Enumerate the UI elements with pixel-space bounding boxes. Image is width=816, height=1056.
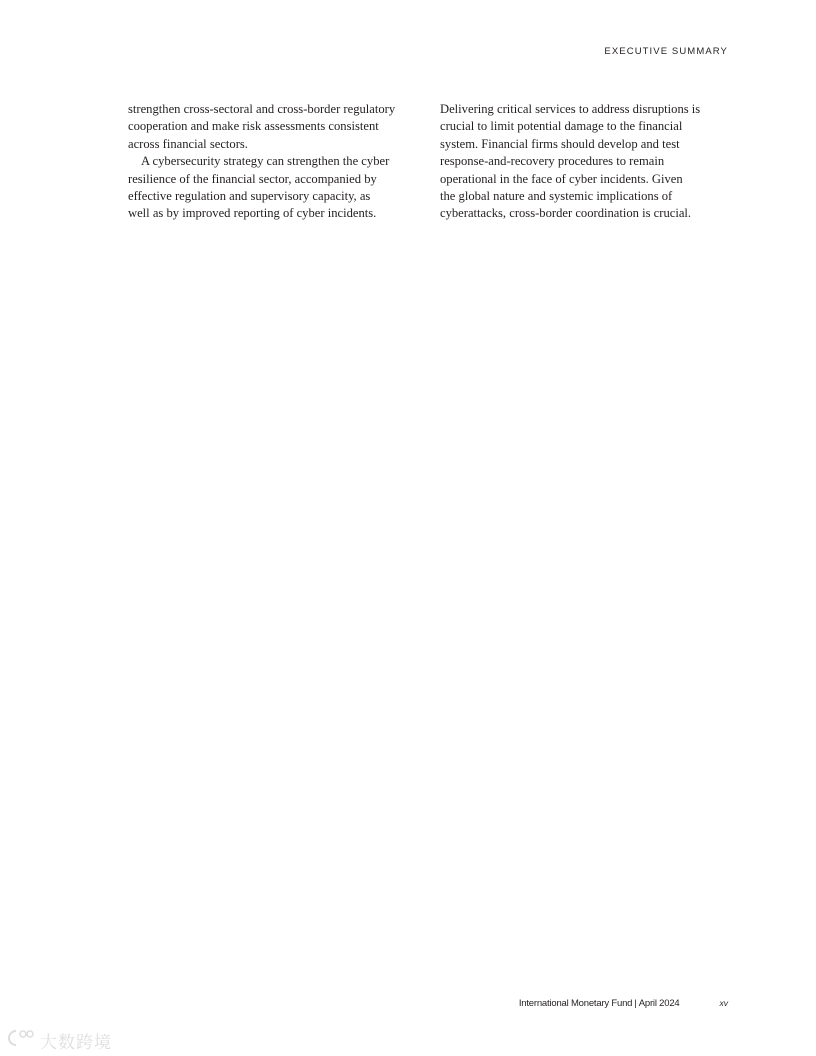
text-column-left	[128, 101, 410, 223]
page-footer	[519, 998, 728, 1009]
watermark-logo-icon	[8, 1028, 38, 1053]
watermark-text: 大数跨境	[40, 1033, 112, 1053]
text-line: Delivering critical services to address disruptions is	[440, 102, 701, 116]
text-line: cooperation and make risk assessments consistent	[128, 119, 379, 134]
text-line: response-and-recovery procedures to remain	[440, 154, 665, 169]
text-line: crucial to limit potential damage to the financial	[440, 119, 683, 134]
text-line: strengthen cross-sectoral and cross-border regulatory	[128, 102, 396, 116]
footer-date: April 2024	[638, 998, 680, 1009]
text-line: well as by improved reporting of cyber incidents.	[128, 206, 377, 221]
paragraph-start-line: A cybersecurity strategy can strengthen the cyber	[141, 154, 390, 169]
text-line: cyberattacks, cross-border coordination is crucial.	[440, 206, 692, 221]
footer-organization: International Monetary Fund	[518, 998, 633, 1009]
text-line: the global nature and systemic implications of	[440, 189, 673, 204]
running-head-section-title: EXECUTIVE SUMMARY	[604, 46, 728, 57]
page-number: xv	[719, 998, 728, 1008]
text-column-right	[440, 101, 722, 223]
text-line: operational in the face of cyber incidents. Given	[440, 171, 683, 186]
watermark	[8, 1028, 112, 1053]
text-line: resilience of the financial sector, accompanied by	[128, 171, 377, 186]
footer-separator: |	[634, 998, 637, 1009]
text-line: across financial sectors.	[128, 136, 248, 151]
text-line: system. Financial firms should develop and test	[440, 136, 680, 151]
text-line: effective regulation and supervisory capacity, as	[128, 189, 371, 204]
